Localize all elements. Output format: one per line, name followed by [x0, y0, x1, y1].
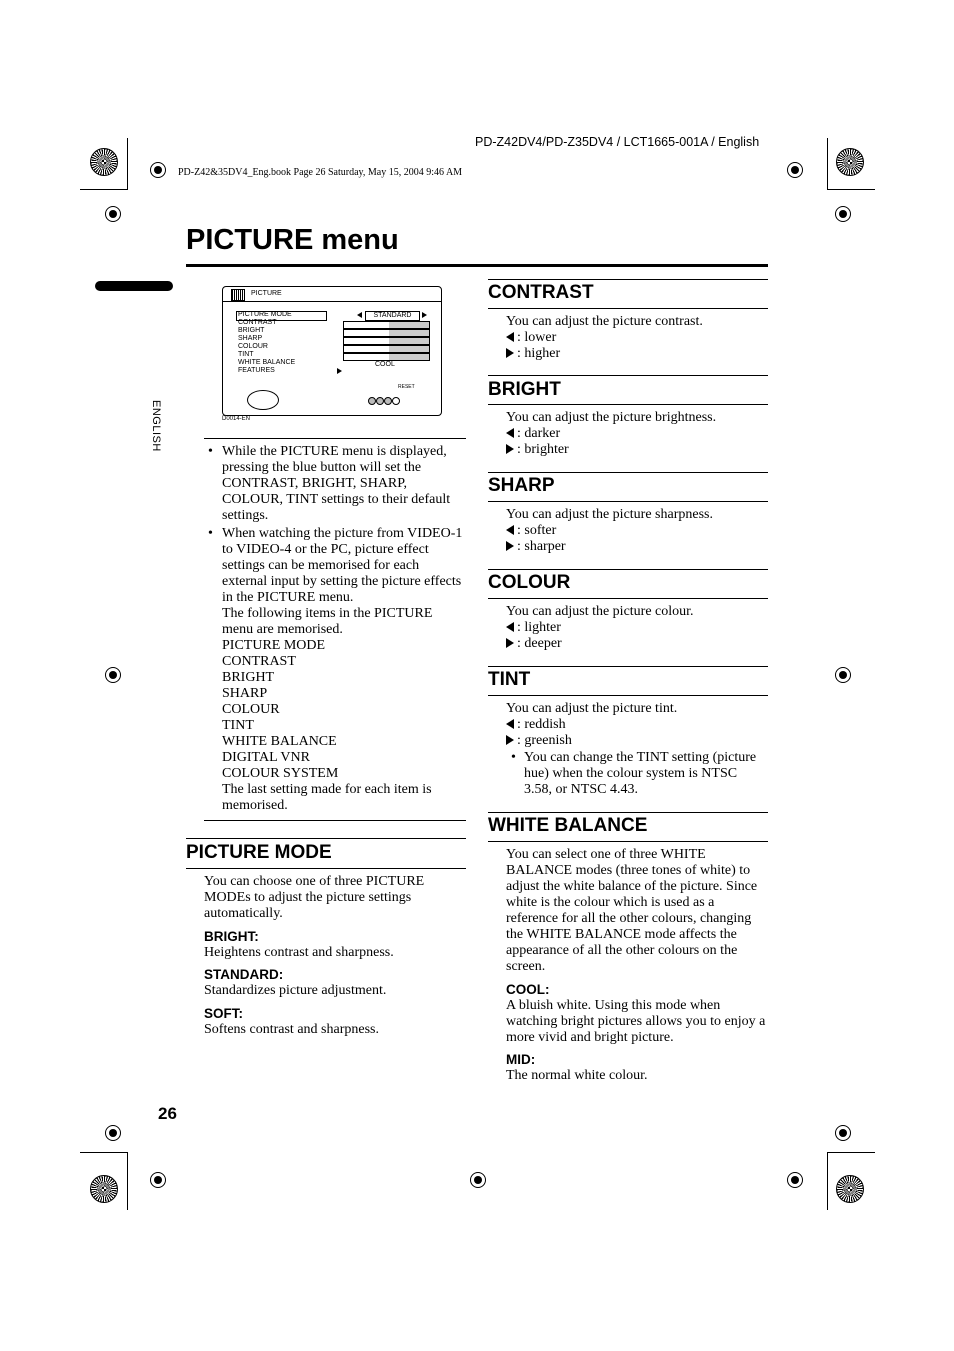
bullet-mark: • — [208, 444, 213, 459]
mid-label: MID: — [506, 1052, 536, 1067]
menu-item: WHITE BALANCE — [238, 359, 296, 366]
mid-text: The normal white colour. — [506, 1068, 648, 1083]
arrow-right-icon — [506, 444, 514, 454]
contrast-left-text: : lower — [517, 330, 557, 345]
memorised-item: TINT — [222, 718, 254, 733]
section-rule — [488, 404, 768, 405]
section-rule — [488, 598, 768, 599]
bright-right-text: : brighter — [517, 442, 569, 457]
bright-mode-text: Heightens contrast and sharpness. — [204, 945, 394, 960]
menu-caption: PICTURE — [251, 290, 282, 297]
section-rule — [488, 695, 768, 696]
crop-mark — [827, 189, 875, 190]
arrow-left-icon — [506, 719, 514, 729]
arrow-right-icon — [506, 541, 514, 551]
note-end: The last setting made for each item is memorised. — [222, 782, 432, 813]
registration-star-mark — [90, 1175, 118, 1203]
crop-mark — [127, 138, 128, 190]
colour-left — [506, 620, 561, 636]
section-rule — [488, 472, 768, 473]
registration-star-mark — [836, 148, 864, 176]
crosshair-mark — [835, 1125, 851, 1141]
bright-heading: BRIGHT — [488, 379, 561, 400]
arrow-right-icon — [506, 348, 514, 358]
note-bullet-2: When watching the picture from VIDEO-1 to VIDEO-4 or the PC, picture effect settings can be memorised for each external input by setting the picture effects in the PICTURE menu. — [222, 526, 463, 605]
colour-right-text: : deeper — [517, 636, 562, 651]
arrow-right-icon — [506, 638, 514, 648]
crosshair-mark — [787, 162, 803, 178]
notes-top-rule — [204, 438, 466, 439]
section-rule — [488, 841, 768, 842]
picture-menu-icon — [231, 289, 245, 301]
features-arrow-icon — [337, 368, 342, 374]
memorised-item: DIGITAL VNR — [222, 750, 310, 765]
button-dot-icon — [376, 397, 384, 405]
book-info-line: PD-Z42&35DV4_Eng.book Page 26 Saturday, May 15, 2004 9:46 AM — [178, 167, 463, 178]
sharp-heading: SHARP — [488, 475, 555, 496]
soft-mode-label: SOFT: — [204, 1006, 243, 1021]
sharp-right — [506, 539, 566, 555]
bright-left — [506, 426, 560, 442]
menu-item: BRIGHT — [238, 327, 265, 334]
page-title: PICTURE menu — [186, 224, 399, 256]
section-rule — [186, 868, 466, 869]
memorised-item: SHARP — [222, 686, 268, 701]
reset-label: RESET — [398, 384, 415, 390]
tint-left-text: : reddish — [517, 717, 566, 732]
arrow-left-icon — [357, 312, 362, 318]
crosshair-mark — [105, 667, 121, 683]
tint-note: You can change the TINT setting (picture hue) when the colour system is NTSC 3.58, or NTSC 4.43. — [524, 750, 757, 797]
white-balance-heading: WHITE BALANCE — [488, 815, 648, 836]
memorised-item: COLOUR — [222, 702, 280, 717]
arrow-left-icon — [506, 332, 514, 342]
remote-pad-icon — [247, 390, 279, 410]
crop-mark — [827, 1152, 875, 1153]
arrow-left-icon — [506, 622, 514, 632]
contrast-heading: CONTRAST — [488, 282, 594, 303]
section-rule — [488, 279, 768, 280]
registration-star-mark — [90, 148, 118, 176]
picture-mode-value: STANDARD — [365, 311, 420, 321]
crosshair-mark — [150, 1172, 166, 1188]
sharp-intro: You can adjust the picture sharpness. — [506, 507, 713, 522]
sharp-right-text: : sharper — [517, 539, 566, 554]
figure-code: D0014-EN — [222, 416, 251, 422]
memorised-item: PICTURE MODE — [222, 638, 326, 653]
section-rule — [186, 838, 466, 839]
picture-mode-heading: PICTURE MODE — [186, 842, 332, 863]
notes-bottom-rule — [204, 820, 466, 821]
memorised-item: BRIGHT — [222, 670, 275, 685]
memorised-item: WHITE BALANCE — [222, 734, 337, 749]
picture-menu-illustration — [222, 286, 442, 416]
sharp-bar — [343, 337, 430, 345]
menu-item: COLOUR — [238, 343, 268, 350]
side-tab-label: ENGLISH — [150, 400, 162, 452]
colour-intro: You can adjust the picture colour. — [506, 604, 694, 619]
section-rule — [488, 569, 768, 570]
sharp-left-text: : softer — [517, 523, 557, 538]
memorised-item: COLOUR SYSTEM — [222, 766, 339, 781]
bullet-mark: • — [511, 750, 516, 765]
tint-right-text: : greenish — [517, 733, 572, 748]
bright-right — [506, 442, 569, 458]
crop-mark — [827, 138, 828, 190]
standard-mode-text: Standardizes picture adjustment. — [204, 983, 387, 998]
button-dot-icon — [384, 397, 392, 405]
tint-bar — [343, 353, 430, 361]
section-rule — [488, 308, 768, 309]
menu-item: TINT — [238, 351, 254, 358]
bright-bar — [343, 329, 430, 337]
white-balance-intro: You can select one of three WHITE BALANCE modes (three tones of white) to adjust the white balance of the picture. Since white is the colour which is used as a reference for all the other colours, changing the WHITE BALANCE mode affects the appearance of all the other colours on the screen. — [506, 847, 758, 974]
standard-mode-label: STANDARD: — [204, 967, 284, 982]
crosshair-mark — [105, 1125, 121, 1141]
bright-intro: You can adjust the picture brightness. — [506, 410, 717, 425]
colour-right — [506, 636, 562, 652]
crop-mark — [827, 1152, 828, 1210]
section-rule — [488, 666, 768, 667]
tint-heading: TINT — [488, 669, 531, 690]
button-dot-icon — [392, 397, 400, 405]
page-number: 26 — [158, 1104, 177, 1123]
cool-label: COOL: — [506, 982, 550, 997]
section-rule — [488, 375, 768, 376]
sharp-left — [506, 523, 556, 539]
note-follow: The following items in the PICTURE menu are memorised. — [222, 606, 433, 637]
menu-item: PICTURE MODE — [238, 311, 292, 318]
section-rule — [488, 501, 768, 502]
memorised-item: CONTRAST — [222, 654, 296, 669]
crosshair-mark — [470, 1172, 486, 1188]
document-id: PD-Z42DV4/PD-Z35DV4 / LCT1665-001A / English — [475, 135, 760, 149]
menu-item: CONTRAST — [238, 319, 277, 326]
tint-intro: You can adjust the picture tint. — [506, 701, 678, 716]
title-rule — [186, 264, 768, 267]
menu-item: FEATURES — [238, 367, 275, 374]
tint-left — [506, 717, 566, 733]
contrast-left — [506, 330, 556, 346]
arrow-left-icon — [506, 428, 514, 438]
crop-mark — [80, 1152, 128, 1153]
crosshair-mark — [150, 162, 166, 178]
menu-header — [223, 287, 441, 302]
section-rule — [488, 812, 768, 813]
colour-bar — [343, 345, 430, 353]
arrow-right-icon — [422, 312, 427, 318]
crosshair-mark — [835, 667, 851, 683]
crop-mark — [127, 1152, 128, 1210]
section-tab-bar — [95, 281, 173, 291]
colour-left-text: : lighter — [517, 620, 561, 635]
contrast-right-text: : higher — [517, 346, 561, 361]
white-balance-value: COOL — [375, 361, 395, 368]
button-dot-icon — [368, 397, 376, 405]
menu-item: SHARP — [238, 335, 263, 342]
contrast-intro: You can adjust the picture contrast. — [506, 314, 703, 329]
bright-mode-label: BRIGHT: — [204, 929, 259, 944]
picture-mode-intro: You can choose one of three PICTURE MODEs to adjust the picture settings automatically. — [204, 874, 425, 921]
crosshair-mark — [105, 206, 121, 222]
registration-star-mark — [836, 1175, 864, 1203]
bullet-mark: • — [208, 526, 213, 541]
crosshair-mark — [835, 206, 851, 222]
arrow-left-icon — [506, 525, 514, 535]
arrow-right-icon — [506, 735, 514, 745]
crosshair-mark — [787, 1172, 803, 1188]
soft-mode-text: Softens contrast and sharpness. — [204, 1022, 379, 1037]
contrast-right — [506, 346, 560, 362]
cool-text: A bluish white. Using this mode when watching bright pictures allows you to enjoy a more vivid and bright picture. — [506, 998, 766, 1045]
crop-mark — [80, 189, 128, 190]
note-bullet-1: While the PICTURE menu is displayed, pressing the blue button will set the CONTRAST, BRIGHT, SHARP, COLOUR, TINT settings to their default settings. — [222, 444, 451, 523]
tint-right — [506, 733, 572, 749]
bright-left-text: : darker — [517, 426, 561, 441]
colour-heading: COLOUR — [488, 572, 571, 593]
contrast-bar — [343, 321, 430, 329]
